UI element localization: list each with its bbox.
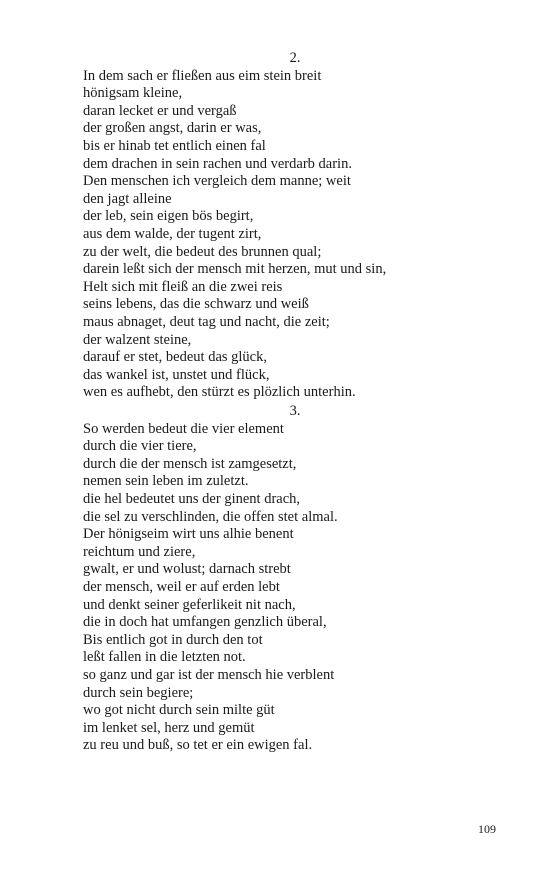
stanza-number: 2. (289, 50, 301, 66)
verse-line: leßt fallen in die letzten not. (83, 649, 246, 666)
verse-line: die hel bedeutet uns der ginent drach, (83, 490, 301, 507)
verse-line: zu reu und buß, so tet er ein ewigen fal. (83, 737, 313, 754)
verse-line: durch sein begiere; (83, 684, 194, 701)
verse-line: bis er hinab tet entlich einen fal (83, 137, 266, 154)
verse-line: wen es aufhebt, den stürzt es plözlich unterhin. (83, 384, 356, 401)
verse-line: die sel zu verschlinden, die offen stet almal. (83, 508, 338, 525)
verse-line: durch die vier tiere, (83, 438, 197, 455)
verse-line: Helt sich mit fleiß an die zwei reis (83, 278, 283, 295)
verse-line: Den menschen ich vergleich dem manne; weit (83, 173, 351, 190)
verse-line: daran lecket er und vergaß (83, 102, 237, 119)
verse-line: In dem sach er fließen aus eim stein breit (83, 67, 322, 84)
verse-line: der mensch, weil er auf erden lebt (83, 578, 280, 595)
verse-line: Der hönigseim wirt uns alhie benent (83, 526, 294, 543)
verse-line: das wankel ist, unstet und flück, (83, 366, 270, 383)
verse-line: wo got nicht durch sein milte güt (83, 702, 275, 719)
verse-line: darauf er stet, bedeut das glück, (83, 349, 267, 366)
verse-line: gwalt, er und wolust; darnach strebt (83, 561, 291, 578)
verse-line: aus dem walde, der tugent zirt, (83, 225, 262, 242)
verse-line: dem drachen in sein rachen und verdarb darin. (83, 155, 352, 172)
verse-line: maus abnaget, deut tag und nacht, die zeit; (83, 313, 330, 330)
stanza-2 (83, 50, 483, 402)
verse-line: So werden bedeut die vier element (83, 420, 284, 437)
verse-line: nemen sein leben im zuletzt. (83, 473, 249, 490)
verse-line: der leb, sein eigen bös begirt, (83, 208, 254, 225)
page-number: 109 (478, 822, 496, 836)
verse-line: seins lebens, das die schwarz und weiß (83, 296, 309, 313)
verse-line: im lenket sel, herz und gemüt (83, 719, 255, 736)
verse-line: durch die der mensch ist zamgesetzt, (83, 455, 297, 472)
stanza-3 (83, 403, 483, 755)
verse-line: der großen angst, darin er was, (83, 120, 262, 137)
verse-line: zu der welt, die bedeut des brunnen qual; (83, 243, 322, 260)
verse-line: hönigsam kleine, (83, 85, 183, 102)
stanza-number: 3. (289, 403, 301, 419)
verse-line: Bis entlich got in durch den tot (83, 631, 263, 648)
verse-line: den jagt alleine (83, 190, 172, 207)
stanza-lines (83, 421, 483, 755)
stanza-lines (83, 68, 483, 402)
verse-line: reichtum und ziere, (83, 543, 196, 560)
verse-line: der walzent steine, (83, 331, 192, 348)
verse-line: und denkt seiner geferlikeit nit nach, (83, 596, 296, 613)
verse-line: darein leßt sich der mensch mit herzen, mut und sin, (83, 261, 387, 278)
verse-line: die in doch hat umfangen genzlich überal, (83, 614, 327, 631)
verse-line: so ganz und gar ist der mensch hie verblent (83, 666, 335, 683)
